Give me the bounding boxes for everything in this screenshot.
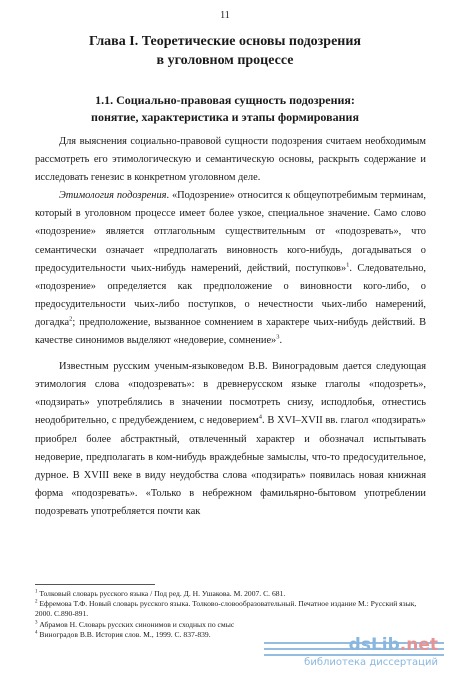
paragraph-3-text-b: . В XVI–XVII вв. глагол «подзирать» приобрел более абстрактный, отвлеченный характер и обозначал испытывать недоверие, предполагать в ком-нибудь враждебные замыслы, что-то предосудительное, дурное. В XVIII веке в виду неудобства слова «подзирать» появилась новая книжная форма «подозревать». «Только в небрежном фамильярно-бытовом употреблении подозревать употребляется почти как xyxy=(35,415,426,517)
chapter-heading-line-2: в уголовном процессе xyxy=(156,53,294,68)
watermark-logo xyxy=(349,635,438,655)
paragraph-3-text-a: Известным русским ученым-языковедом В.В. Виноградовым дается следующая этимология слова «подозревать»: в древнерусском языке глаголы «подозреть», «подзирать» употреблялись в значении посмотреть снизу, исподлобья, отнестись неодобрительно, с предубеждением, с недоверием xyxy=(35,361,426,427)
body-text xyxy=(35,133,426,521)
paragraph-2 xyxy=(35,187,426,350)
paragraph-2-text-b: . Следовательно, «подозрение» определяется как предположение о виновности кого-либо, о предосудительности чьих-либо поступков, о нечестности чьих-либо намерений, догадка xyxy=(35,262,427,328)
footnote-number: 4 xyxy=(35,630,38,636)
footnote-number: 1 xyxy=(35,589,38,595)
footnote-text: Виноградов В.В. История слов. М., 1999. С. 837-839. xyxy=(39,629,211,639)
footnote-number: 2 xyxy=(35,599,38,605)
paragraph-1: Для выяснения социально-правовой сущности подозрения считаем необходимым рассмотреть его этимологическую и семантическую основы, раскрыть содержание и исследовать генезис в конкретном уголовном деле. xyxy=(35,136,426,184)
chapter-heading xyxy=(20,32,430,70)
section-heading-line-1: 1.1. Социально-правовая сущность подозрения: xyxy=(95,93,355,107)
paragraph-2-italic-label: Этимология подозрения xyxy=(59,190,167,202)
footnote-3 xyxy=(35,620,426,630)
section-heading xyxy=(30,92,420,126)
footnote-text: Толковый словарь русского языка / Под ред. Д. Н. Ушакова. М. 2007. С. 681. xyxy=(39,589,286,598)
watermark-subtitle: библиотека диссертаций xyxy=(304,657,438,668)
footnote-text: Абрамов Н. Словарь русских синонимов и сходных по смыс xyxy=(39,619,235,629)
footnote-divider xyxy=(35,584,155,585)
watermark-logo-main: dsLib xyxy=(348,635,400,655)
footnote-ref-1: 1 xyxy=(346,261,350,269)
dslib-watermark xyxy=(264,633,444,675)
section-heading-line-2: понятие, характеристика и этапы формирования xyxy=(91,110,359,124)
paragraph-3 xyxy=(35,358,426,521)
paragraph-2-text-d: . xyxy=(279,335,283,347)
page-number: 11 xyxy=(220,10,230,21)
footnote-1 xyxy=(35,589,426,599)
footnote-ref-3: 3 xyxy=(276,333,280,341)
paragraph-2-text-a: . «Подозрение» относится к общеупотребимым терминам, который в уголовном процессе имеет более узкое, специальное значение. Само слово «подозрение» является отглагольным существительным от «подозревать», что семантически означает «предполагать виновность кого-нибудь, догадываться о предосудительности чьих-нибудь намерений, действий, поступков» xyxy=(35,190,426,274)
paragraph-2-text-c: ; предположение, вызванное сомнением в характере чьих-нибудь действий. В качестве синонимов выделяют «недоверие, сомнение» xyxy=(35,316,426,347)
footnote-2 xyxy=(35,599,426,619)
footnote-text: Ефремова Т.Ф. Новый словарь русского языка. Толково-словообразовательный. Печатное издание М.: Русский язык, 2000. С.890-891. xyxy=(35,599,417,619)
chapter-heading-line-1: Глава I. Теоретические основы подозрения xyxy=(89,34,361,49)
footnote-number: 3 xyxy=(35,620,38,626)
watermark-logo-tld: .net xyxy=(399,635,438,655)
footnote-ref-2: 2 xyxy=(69,315,73,323)
footnote-ref-4: 4 xyxy=(258,413,262,421)
